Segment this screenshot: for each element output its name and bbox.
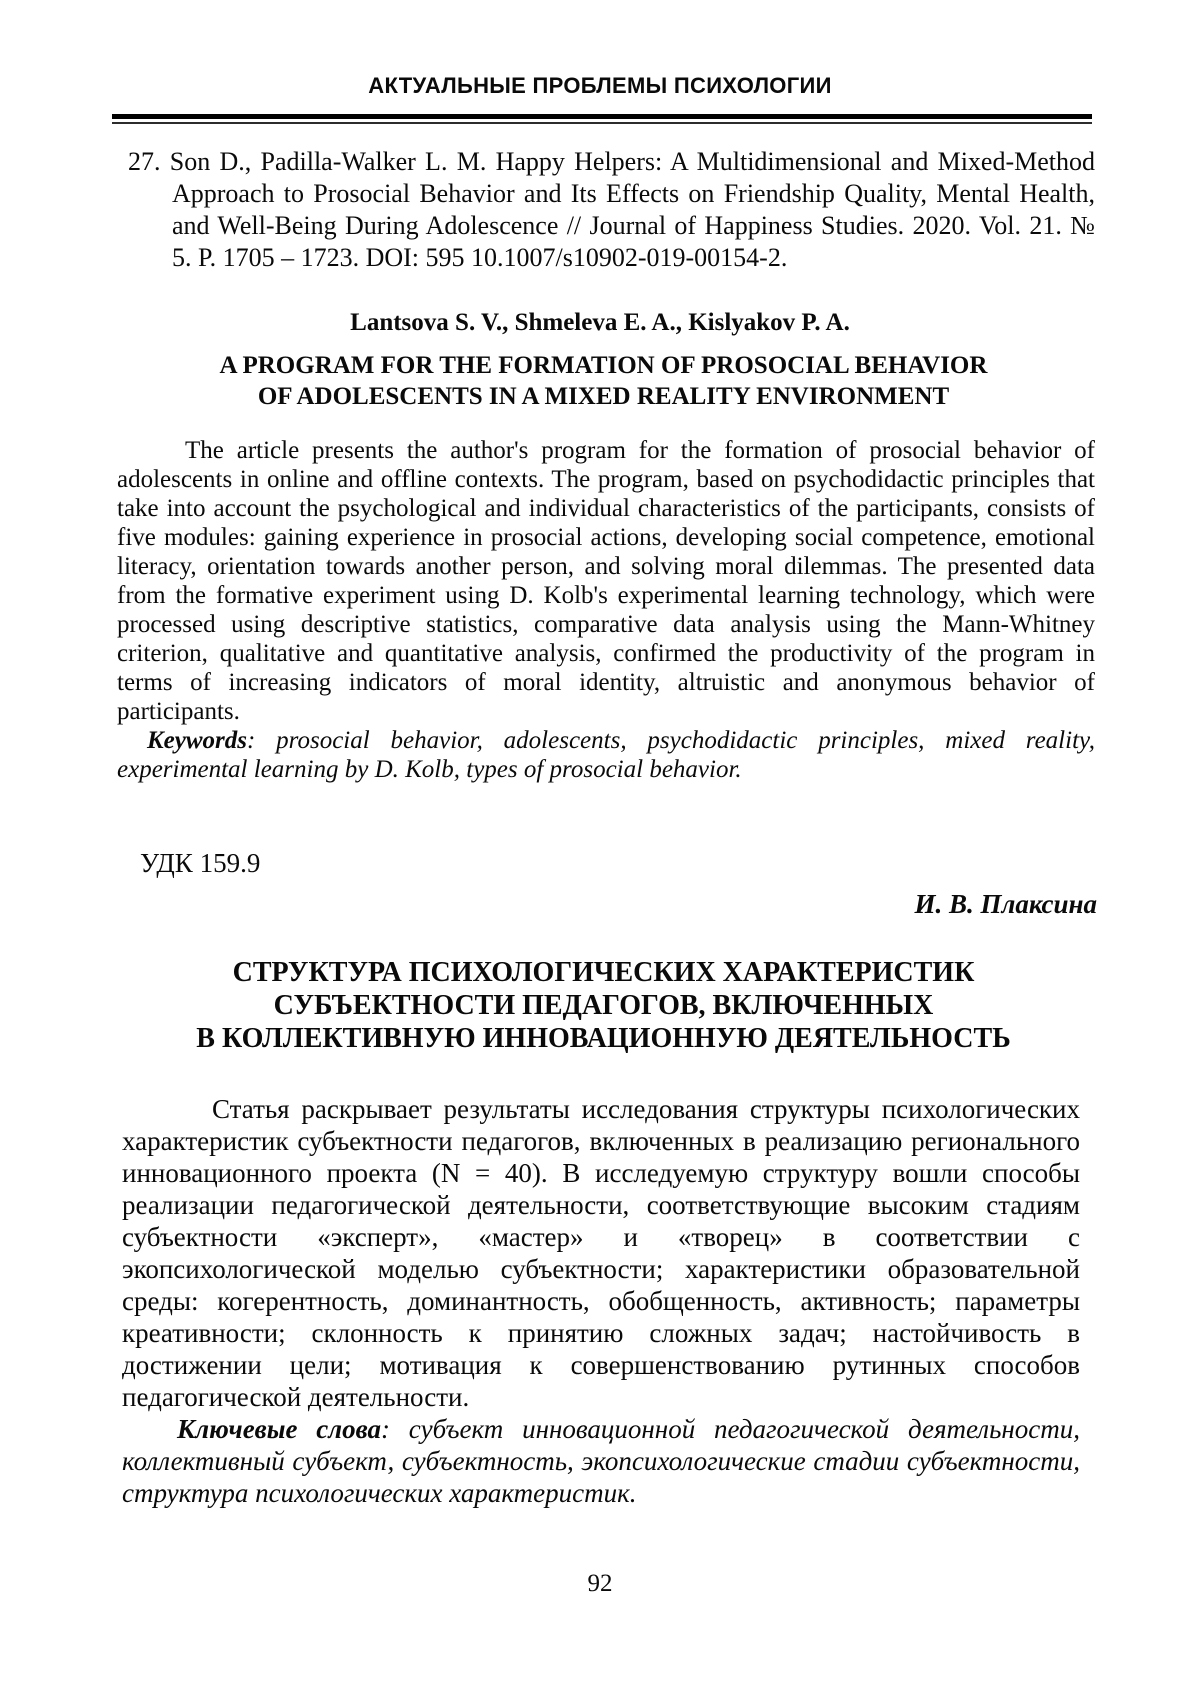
russian-title <box>112 956 1095 1055</box>
reference-number: 27. <box>128 147 161 176</box>
russian-author: И. В. Плаксина <box>914 889 1097 919</box>
udc-code: УДК 159.9 <box>140 848 261 878</box>
russian-keywords <box>122 1413 1080 1509</box>
running-header: АКТУАЛЬНЫЕ ПРОБЛЕМЫ ПСИХОЛОГИИ <box>368 73 832 98</box>
reference-text: Son D., Padilla-Walker L. M. Happy Helpers: A Multidimensional and Mixed-Method Approach to Prosocial Behavior and Its Effects on Friendship Quality, Mental Health, and Well-Being During Adolescence // Journal of Happiness Studies. 2020. Vol. 21. № 5. P. 1705 – 1723. DOI: 595 10.1007/s10902-019-00154-2. <box>169 147 1095 272</box>
english-title-line-2: OF ADOLESCENTS IN A MIXED REALITY ENVIRONMENT <box>257 383 950 410</box>
page-number: 92 <box>587 1570 613 1597</box>
english-title <box>112 350 1095 412</box>
russian-abstract: Статья раскрывает результаты исследования структуры психологических характеристик субъектности педагогов, включенных в реализацию регионального инновационного проекта (N = 40). В исследуемую структуру вошли способы реализации педагогической деятельности, соответствующие высоким стадиям субъектности «эксперт», «мастер» и «творец» в соответствии с экопсихологической моделью субъектности; характеристики образовательной среды: когерентность, доминантность, обобщенность, активность; параметры креативности; склонность к принятию сложных задач; настойчивость в достижении цели; мотивация к совершенствованию рутинных способов педагогической деятельности. <box>122 1094 1080 1412</box>
russian-keywords-text: : субъект инновационной педагогической деятельности, коллективный субъект, субъектность, экопсихологические стадии субъектности, структура психологических характеристик. <box>122 1414 1080 1508</box>
english-keywords <box>117 726 1095 784</box>
english-title-line-1: A PROGRAM FOR THE FORMATION OF PROSOCIAL BEHAVIOR <box>219 352 988 379</box>
english-keywords-label: Keywords <box>147 727 247 754</box>
english-authors: Lantsova S. V., Shmeleva E. A., Kislyakov P. A. <box>350 309 850 336</box>
reference-entry <box>128 146 1095 274</box>
header-double-rule <box>112 114 1092 124</box>
russian-title-line-3: В КОЛЛЕКТИВНУЮ ИННОВАЦИОННУЮ ДЕЯТЕЛЬНОСТЬ <box>196 1023 1011 1054</box>
russian-keywords-label: Ключевые слова <box>177 1414 381 1444</box>
english-abstract: The article presents the author's program for the formation of prosocial behavior of adolescents in online and offline contexts. The program, based on psychodidactic principles that take into account the psychological and individual characteristics of the participants, consists of five modules: gaining experience in prosocial actions, developing social competence, emotional literacy, orientation towards another person, and solving moral dilemmas. The presented data from the formative experiment using D. Kolb's experimental learning technology, which were processed using descriptive statistics, comparative data analysis using the Mann-Whitney criterion, qualitative and quantitative analysis, confirmed the productivity of the program in terms of increasing indicators of moral identity, altruistic and anonymous behavior of participants. <box>117 437 1095 725</box>
russian-title-line-2: СУБЪЕКТНОСТИ ПЕДАГОГОВ, ВКЛЮЧЕННЫХ <box>273 990 934 1021</box>
english-keywords-text: : prosocial behavior, adolescents, psychodidactic principles, mixed reality, experimental learning by D. Kolb, types of prosocial behavior. <box>117 727 1095 783</box>
russian-title-line-1: СТРУКТУРА ПСИХОЛОГИЧЕСКИХ ХАРАКТЕРИСТИК <box>232 957 975 988</box>
